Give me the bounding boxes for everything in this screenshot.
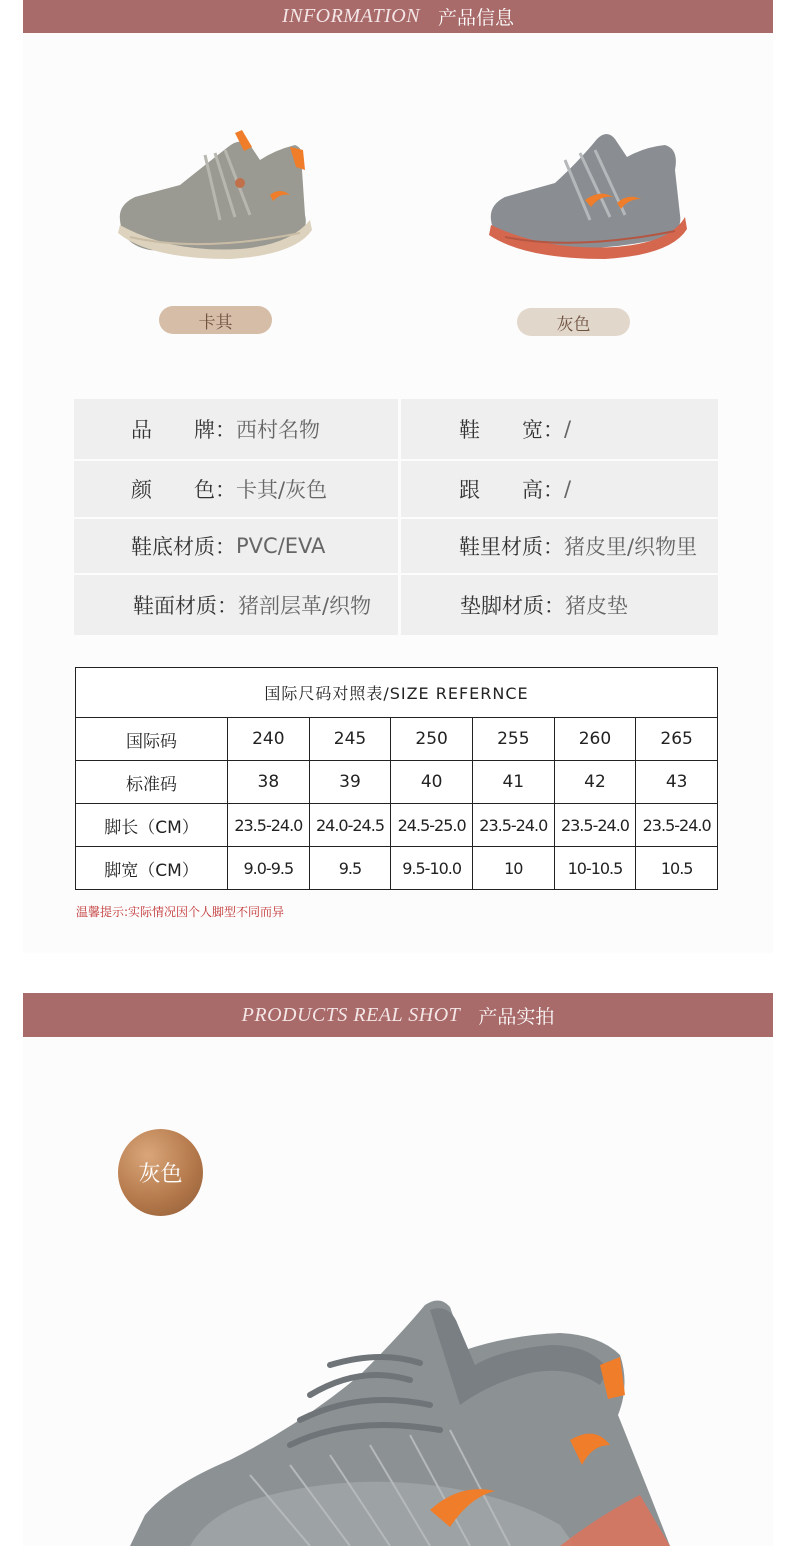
table-cell: 250: [391, 718, 473, 761]
spec-brand-value: 西村名物: [236, 418, 320, 442]
table-cell: 10.5: [636, 847, 718, 890]
table-cell: 240: [228, 718, 310, 761]
spec-width: [401, 399, 718, 459]
table-cell: 24.0-24.5: [309, 804, 391, 847]
table-cell: 41: [472, 761, 554, 804]
table-row: [76, 804, 718, 847]
table-title-row: [76, 668, 718, 718]
table-cell: 43: [636, 761, 718, 804]
table-cell: 24.5-25.0: [391, 804, 473, 847]
information-banner: [23, 0, 773, 33]
spec-lining-value: 猪皮里/织物里: [564, 535, 698, 559]
spec-lining-key: 鞋里材质：: [459, 535, 564, 559]
spec-heel-value: /: [564, 477, 572, 501]
spec-sole-value: PVC/EVA: [236, 534, 326, 558]
table-row: [76, 761, 718, 804]
spec-upper-value: 猪剖层革/织物: [238, 594, 372, 618]
table-cell: 23.5-24.0: [472, 804, 554, 847]
table-cell: 9.5-10.0: [391, 847, 473, 890]
spec-width-key: 鞋 宽：: [459, 418, 564, 442]
spec-sole-key: 鞋底材质：: [131, 535, 236, 559]
spec-color: [74, 461, 398, 517]
table-cell: 9.5: [309, 847, 391, 890]
spec-lining: [401, 519, 718, 573]
table-cell: 10-10.5: [554, 847, 636, 890]
banner-cn-title: 产品实拍: [478, 1005, 555, 1028]
size-table-title: 国际尺码对照表/SIZE REFERNCE: [76, 668, 718, 718]
table-cell: 265: [636, 718, 718, 761]
table-cell: 23.5-24.0: [554, 804, 636, 847]
banner-en-title: INFORMATION: [281, 5, 421, 27]
table-cell: 10: [472, 847, 554, 890]
table-cell: 255: [472, 718, 554, 761]
size-tip-note: 温馨提示:实际情况因个人脚型不同而异: [76, 905, 285, 919]
spec-brand: [74, 399, 398, 459]
gray-shoe-image: [485, 125, 695, 260]
table-row: [76, 718, 718, 761]
row-label: 国际码: [76, 718, 228, 761]
spec-upper: [74, 575, 398, 635]
shot-color-badge: 灰色: [118, 1129, 203, 1216]
table-cell: 9.0-9.5: [228, 847, 310, 890]
table-cell: 38: [228, 761, 310, 804]
spec-width-value: /: [564, 417, 572, 441]
spec-insole-value: 猪皮垫: [565, 594, 628, 618]
row-label: 标准码: [76, 761, 228, 804]
color-khaki-pill[interactable]: 卡其: [159, 306, 272, 334]
spec-color-value: 卡其/灰色: [236, 478, 328, 502]
row-label: 脚长（CM）: [76, 804, 228, 847]
spec-brand-key: 品 牌：: [131, 418, 236, 442]
table-cell: 23.5-24.0: [228, 804, 310, 847]
size-reference-table: [75, 667, 718, 890]
spec-sole: [74, 519, 398, 573]
spec-insole: [401, 575, 718, 635]
table-cell: 245: [309, 718, 391, 761]
table-cell: 23.5-24.0: [636, 804, 718, 847]
banner-en-title: PRODUCTS REAL SHOT: [241, 1003, 461, 1026]
real-shot-shoe-image: [130, 1295, 670, 1546]
table-cell: 39: [309, 761, 391, 804]
spec-color-key: 颜 色：: [131, 478, 236, 502]
row-label: 脚宽（CM）: [76, 847, 228, 890]
color-gray-pill[interactable]: 灰色: [517, 308, 630, 336]
spec-upper-key: 鞋面材质：: [133, 594, 238, 618]
table-cell: 40: [391, 761, 473, 804]
spec-insole-key: 垫脚材质：: [460, 594, 565, 618]
table-row: [76, 847, 718, 890]
table-cell: 260: [554, 718, 636, 761]
table-cell: 42: [554, 761, 636, 804]
real-shot-banner: [23, 993, 773, 1037]
spec-heel: [401, 461, 718, 517]
spec-heel-key: 跟 高：: [459, 478, 564, 502]
banner-cn-title: 产品信息: [438, 7, 515, 29]
khaki-shoe-image: [110, 125, 320, 260]
